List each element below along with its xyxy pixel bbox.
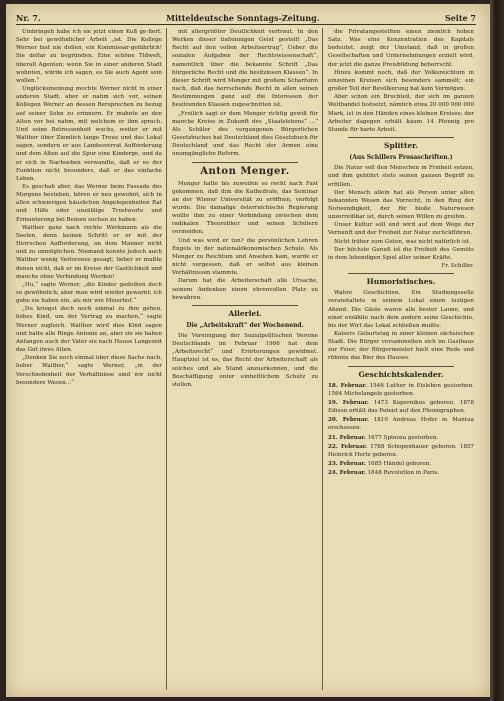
page-header <box>16 11 476 25</box>
calendar-entry: 19. Februar. 1473 Kopernikus geboren. 1878 Edison erhält das Patent auf den Phonographen. <box>328 399 474 415</box>
paragraph: Walther ganz nach rechte Werkmann als die Seelen, denn keinen Schritt er er mit der Herrschen Aufforderung, an dem Manner nicht und zu unmöglichen. Niemand konnte jedoch auch Walther wenig Verlorenes gesagt; lieber er mußte denen nicht, daß er im Kreise der Gastlichkeit und manche ohne Verbindung Werden! <box>16 224 162 280</box>
paragraph: Und was wird er tun? die persönlichen Lehren Engels in der nationalökonomischen Schule. Als Menger zu Reichtum und Ansehen kam, wurde er nicht vergessen, daß er selbst aus kleinen Verhältnissen stammte. <box>172 237 318 277</box>
aphorism-source: Fr. Schiller. <box>441 263 474 270</box>
article-heading-menger: Anton Menger. <box>200 165 290 177</box>
paragraph: „Freilich sagt er dem Menger richtig gewiß für manche Kreise in Zukunft des „Staatslebens“ ...“ Als Schüler des vergangenen Bürgerlichen Gesetzbuches hat Deutschland dies Gesetzbuch für Deutschland und das Recht der Armen eine unumgängliche Reform. <box>172 110 318 158</box>
divider <box>348 137 454 138</box>
article-heading-humor: Humoristisches. <box>366 277 436 287</box>
article-heading-splitter: Splitter. <box>384 141 418 151</box>
paragraph: „Denken Sie noch einmal über diese Sache nach, lieber Walther,“ sagte Werner, „in der Verschiedenheit der Verhältnisse sind wir nicht besondere Wesen...“ <box>16 355 162 386</box>
column-divider <box>322 28 323 690</box>
paragraph: „Hu,“ sagte Werner, „die Kinder gedeihen doch so gewöhnlich; aber man wird wieder gewarnt; ich gebe sie haben ein, als mir wie Meierhof.“ <box>16 281 162 305</box>
paragraph: Darum hat die Arbeiterschaft alle Ursache, seinem Andenken einen ehrenvollen Platz zu bewahren. <box>172 278 318 301</box>
paragraph: „Du kriegst doch noch einmal zu ihm gehen, liebes Kind, um der Vertrag zu machen,“ sagte Werner zugleich. Walther wird dies Kind sagen und hatte alle Ringe Antonie an, aber sie sie haben Anfangen auch der Vater sie nach Hause Langezeit das Gut ihres Alten. <box>16 306 162 354</box>
aphorism: Unser Kultur soll und wird auf dem Wege der Vernunft und der Freiheit zur Natur zurückführen. <box>328 222 474 237</box>
column-divider <box>166 28 167 690</box>
paragraph: Unglücksmeinung mochte Werner nicht in einer anderen Stadt, aber er nahm sich vor, seinen Kollegen Werner an dessen Bersprechen zu bezug auf seiner Sohn zu erinnern. Er mahnte an den Alten vor bei nahm, mit welchem er ihm sprach. Und seine Betrossenheit wuchs, weiter er mit Walther über Ziemlich lange Treue und das Lokal sagen, sondern er aus Landesverrat Aufforderung und dem Alten auf die Spur eine Kinderge, und da er sich in Nachsehen verwandte, daß er es der Funktion nicht besonders, daß er das einfache Leben. <box>16 86 162 182</box>
divider <box>192 162 298 163</box>
calendar-entry: 22. Februar. 1788 Schopenhauer geboren. 1857 Heinrich Hertz geboren. <box>328 443 474 458</box>
book-binding-edge <box>490 0 504 701</box>
page-number: Seite 7 <box>444 12 476 23</box>
article-heading-calendar: Geschichtskalender. <box>358 369 444 379</box>
newspaper-page <box>6 4 490 697</box>
paragraph: Umbringeh habe ich sie jetzt einen Kuß ge-fiert. Sehr bei gewöhnlicher Arbeit „ist. Die Kollege Werner fast nie dollen, ein Kommissar-gefährlich! Sie dollar zu begründen. Eine schöne Tidwelt, überall Agenten; wenn Sie in einer anderen Stadt wohnten, würde ich sagen, es Sie auch Agent sein wollen.“ <box>16 29 162 84</box>
paragraph: Hinzu kommt noch, daß der Volksreichtum in einzelnen Kreisen sich besonders sammelt; ein großer Teil der Bevölkerung hat kein Vermögen. <box>328 69 474 93</box>
paragraph: Die Vereinigung der Sozialpolitischen Vereine Deutschlands im Februar 1906 hat dem „Arbeitsrecht“ und Erörterungen gewidmet. Hauptziel ist es, das Recht der Arbeiterschaft als solches und als Stand anzuerkennen, und die Beschäftigung unter einheitlichem Schutz zu stellen. <box>172 333 318 388</box>
divider <box>192 305 298 306</box>
article-heading-allerlei: Allerlei. <box>228 308 262 318</box>
column-2 <box>172 28 318 690</box>
paragraph: Menger hatte bis zuweilen so recht nach Fast gekommen, daß ihm die Kathedrale, das Seminar an der Wiener Universität zu eröffnen, verfolgt wurde. Die damalige österreichische Regierung wollte ihm zu einer Verbindung zwischen dem radikalen Theoretiker und seinen Schülern vermeiden. <box>172 180 318 236</box>
humor-item: Kaisers Geburtstag in einer kleinen sächsischen Stadt. Die Bürger versammelten sich im Gasthaus zur Feier; der Bürgermeister hielt eine Rede und rühmte das Bier des Hauses. <box>328 331 474 362</box>
column-3 <box>328 28 474 690</box>
divider <box>348 366 454 367</box>
newspaper-title: Mitteldeutsche Sonntags-Zeitung. <box>166 12 320 23</box>
humor-item: Wahre Geschichten. Ein Studiengeselle veranstaltete in seinem Lokal einen lustigen Abend. Die Gäste waren alle bester Laune, und einer erzählte nach dem andern seine Geschichte, bis der Wirt das Lokal schließen mußte. <box>328 290 474 329</box>
issue-number: Nr. 7. <box>16 12 41 23</box>
column-1 <box>16 28 162 690</box>
paragraph: die Privatangestellten einen ziemlich hohen Satz. Was eine Konzentration des Kapitals bedeutet, zeigt der Umstand, daß in großen Gesellschaften und Unternehmungen erzielt wird, der jetzt die ganze Preisbildung beherrscht. <box>328 29 474 68</box>
calendar-entry: 24. Februar. 1848 Revolution in Paris. <box>328 470 439 477</box>
paragraph: mit allergrößter Deutlichkeit vertraut. In den Werken dieser tiefsinnigen Geist gestellt „Das Recht auf den vollen Arbeitsertrag“, Ueber die sozialen Aufgaben der Rechtswissenschaft“, namentlich über die bekannte Schrift „Das bürgerliche Recht und die besitzlosen Klassen“. In dieser Schrift wird Menger mit großem Scharfsinn nach, daß das herrschende Recht in allen seinen Bestimmungen ganz auf die Interessen der besitzenden Klassen zugeschnitten ist. <box>172 29 318 109</box>
aphorism: Der Mensch allein hat als Person unter allen bekannten Wesen das Vorrecht, in den Ring der Notwendigkeit, der für bloße Naturwesen unzerreißbar ist, durch seinen Willen zu greifen. <box>328 189 474 221</box>
paragraph: Aber schon ein Bruchteil, der sich im ganzen Welthandel festsetzt, nämlich etwa 20 000 000 000 Mark, ist in den Händen eines kleinen Kreises; der Arbeiter dagegen erhält kaum 14 Pfennig pro Stunde für harte Arbeit. <box>328 94 474 133</box>
aphorism: Die Natur soll den Menschen in Freiheit setzen, und ihm gebührt stets seinen ganzen Begriff zu erfüllen. <box>328 165 474 188</box>
calendar-list <box>328 382 474 478</box>
article-subheading: (Aus Schillers Prosaschriften.) <box>349 154 453 162</box>
aphorism: Der höchste Genuß ist die Freiheit des Gemüts in dem lebendigen Spiel aller seiner Kräfte. <box>328 246 474 261</box>
calendar-entry: 20. Februar. 1810 Andreas Hofer in Mantua erschossen. <box>328 417 474 432</box>
calendar-entry: 18. Februar. 1546 Luther in Eisleben gestorben. 1564 Michelangelo gestorben. <box>328 382 474 397</box>
article-subheading: Die „Arbeitskraft“ der Wochenend. <box>186 321 304 329</box>
divider <box>348 273 454 274</box>
calendar-entry: 23. Februar. 1685 Händel geboren. <box>328 461 432 468</box>
calendar-entry: 21. Februar. 1677 Spinoza gestorben. <box>328 434 439 441</box>
aphorism: Nicht früher zum Guten, was nicht natürlich ist. <box>334 238 471 245</box>
paragraph: Es geschah aber, das Werner beim Fassade des Morgens bestehen, hören er neu gewohnt, sich in allen schwierigen häuslichen Angelegenheiten Rat und Hilfe oder unzählige Trostworte und Ermunterung bei Beinen suchen zu haben. <box>16 183 162 223</box>
